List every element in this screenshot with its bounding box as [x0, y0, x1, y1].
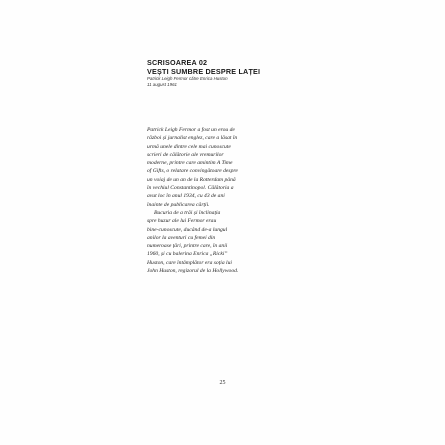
letter-sender-recipient: Patrick Leigh Fermor către Enrica Huston — [147, 76, 228, 81]
text-line: of Gifts, o relatare convingătoare despre — [147, 168, 238, 175]
text-line: moderne, printre care amintim A Time — [147, 160, 233, 167]
text-line: Huston, care întâmplător era soția lui — [147, 259, 232, 266]
letter-date: 11 august 1961 — [147, 82, 177, 88]
text-line: avut loc în anul 1934, cu 43 de ani — [147, 193, 225, 200]
intro-text — [147, 126, 297, 275]
text-line: Patrick Leigh Fermor a fost un erou de — [147, 127, 235, 133]
letter-number: SCRISOAREA 02 — [147, 58, 208, 67]
text-line: anilor la aventuri cu femei din — [147, 234, 216, 241]
page-number: 25 — [219, 380, 226, 386]
text-line: 1960, și cu balerina Enrica „Ricki” — [147, 251, 228, 258]
text-line: bine-cunoscute, ducând de-a lungul — [147, 226, 228, 233]
text-line: John Huston, regizorul de la Hollywood. — [147, 268, 239, 275]
text-line: un voiaj de un an de la Rotterdam până — [147, 176, 236, 183]
text-line: spre huzur ale lui Fermor erau — [147, 218, 217, 225]
text-line: Bucuria de a trăi și înclinația — [154, 209, 221, 216]
text-line: urmă unele dintre cele mai cunoscute — [147, 143, 231, 150]
text-line: înainte de publicarea cărții. — [147, 201, 210, 208]
text-line: scrieri de călătorie ale vremurilor — [147, 151, 224, 158]
letter-header — [147, 58, 307, 89]
text-line: război și jurnalist englez, care a lăsat în — [147, 135, 238, 142]
text-line: în vechiul Constantinopol. Călătoria a — [147, 185, 234, 192]
letter-title: VEȘTI SUMBRE DESPRE LAȚEI — [147, 67, 261, 76]
text-line: numeroase țări, printre care, în anii — [147, 243, 228, 250]
